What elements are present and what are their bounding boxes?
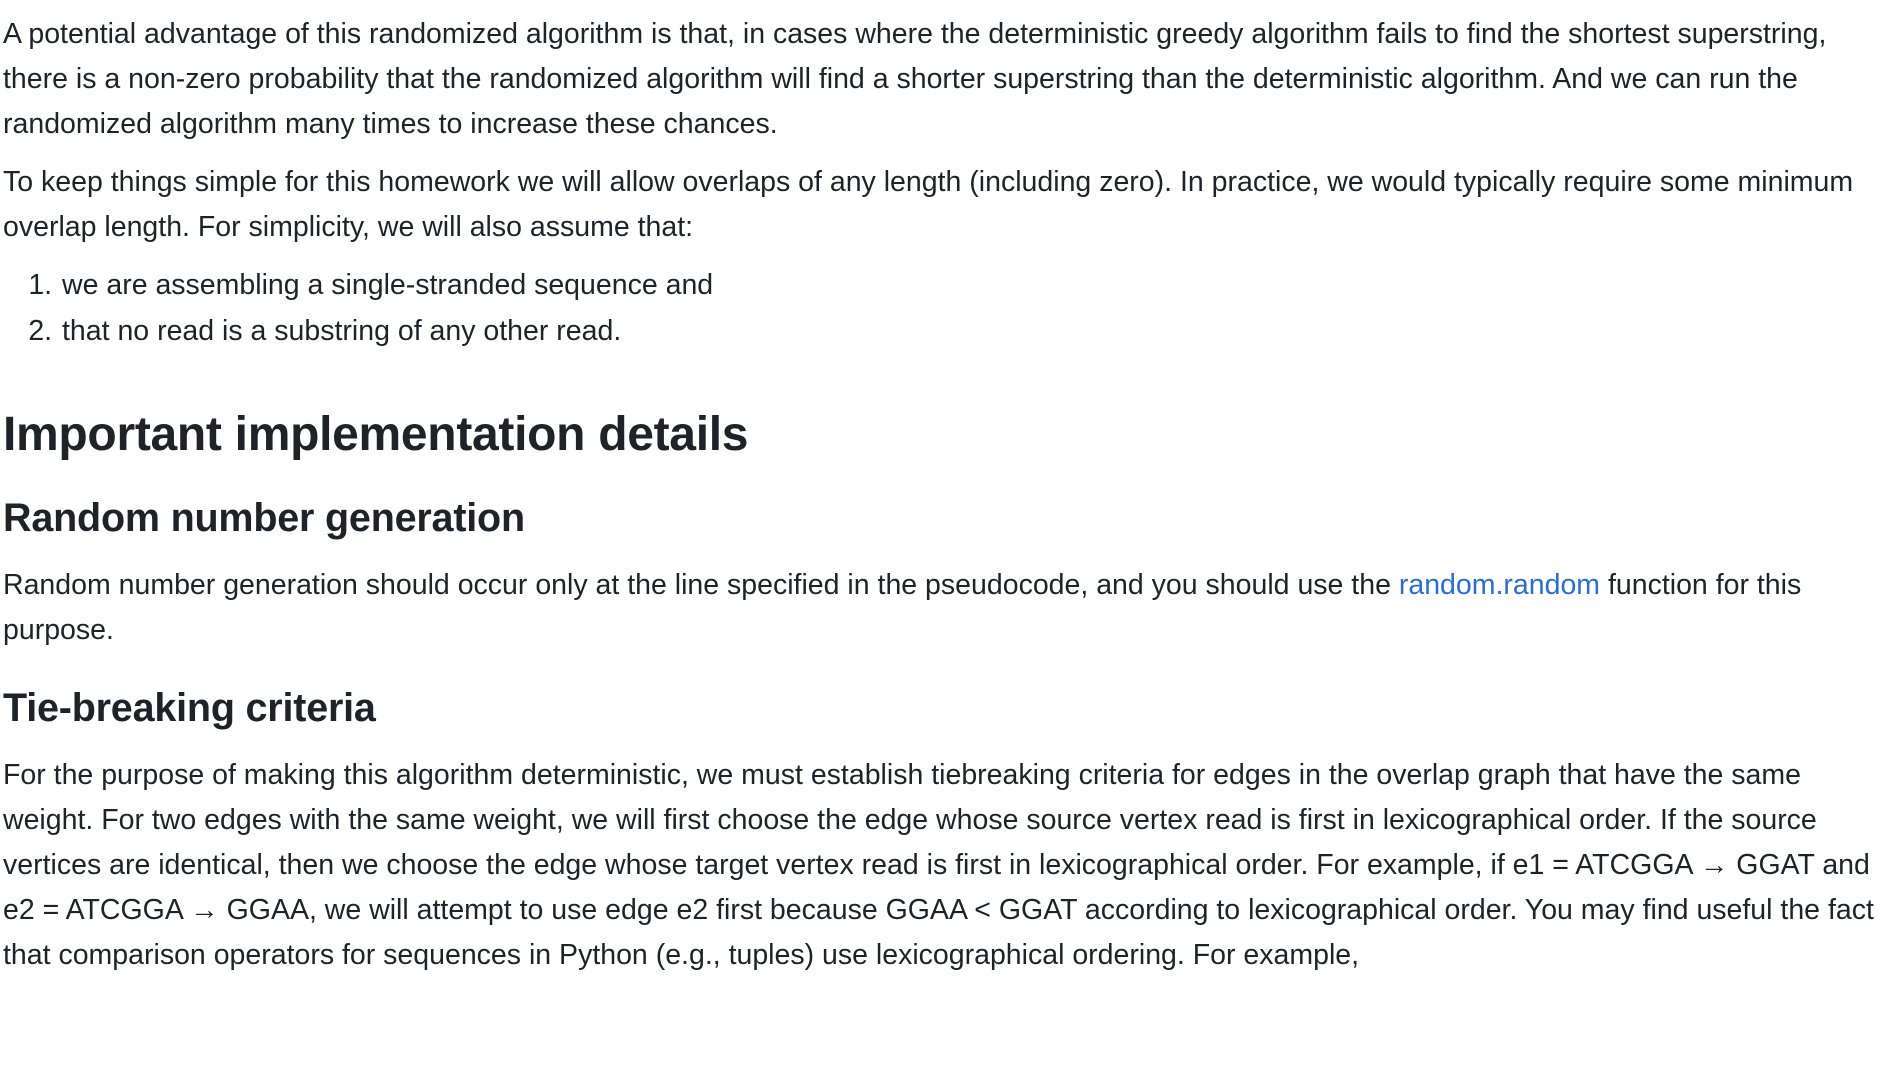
random-random-link[interactable]: random.random xyxy=(1398,569,1601,601)
paragraph-text-after-link: function for this purpose. xyxy=(3,569,1802,646)
heading-implementation-details: Important implementation details xyxy=(3,408,749,461)
paragraph-tie-breaking: For the purpose of making this algorithm deterministic, we must establish tiebreaking criteria for edges in the overlap graph that have the same weight. For two edges with the same weight, we will first choose the edge whose source vertex read is first in lexicographical order. If the source vertices are identical, then we choose the edge whose target vertex read is first in lexicographical order. For example, if e1 = ATCGGA → GGAT and e2 = ATCGGA → GGAA, we will attempt to use edge e2 first because GGAA < GGAT according to lexicographical order. You may find useful the fact that comparison operators for sequences in Python (e.g., tuples) use lexicographical ordering. For example, xyxy=(3,759,1874,971)
paragraph-random-number-generation xyxy=(3,563,1883,653)
list-item: 2. that no read is a substring of any other read. xyxy=(60,309,1883,355)
document-content xyxy=(3,12,1883,978)
heading-random-number-generation: Random number generation xyxy=(3,496,525,540)
heading-tie-breaking-criteria: Tie-breaking criteria xyxy=(3,686,376,730)
paragraph-text-before-link: Random number generation should occur only at the line specified in the pseudocode, and you should use the xyxy=(3,569,1399,601)
list-item: 1. we are assembling a single-stranded sequence and xyxy=(60,263,1883,309)
assumptions-list xyxy=(3,263,1883,354)
paragraph-assumptions-intro: To keep things simple for this homework we will allow overlaps of any length (including zero). In practice, we would typically require some minimum overlap length. For simplicity, we will also assume that: xyxy=(3,166,1854,243)
paragraph-randomized-advantage: A potential advantage of this randomized algorithm is that, in cases where the deterministic greedy algorithm fails to find the shortest superstring, there is a non-zero probability that the randomized algorithm will find a shorter superstring than the deterministic algorithm. And we can run the randomized algorithm many times to increase these chances. xyxy=(3,18,1827,140)
